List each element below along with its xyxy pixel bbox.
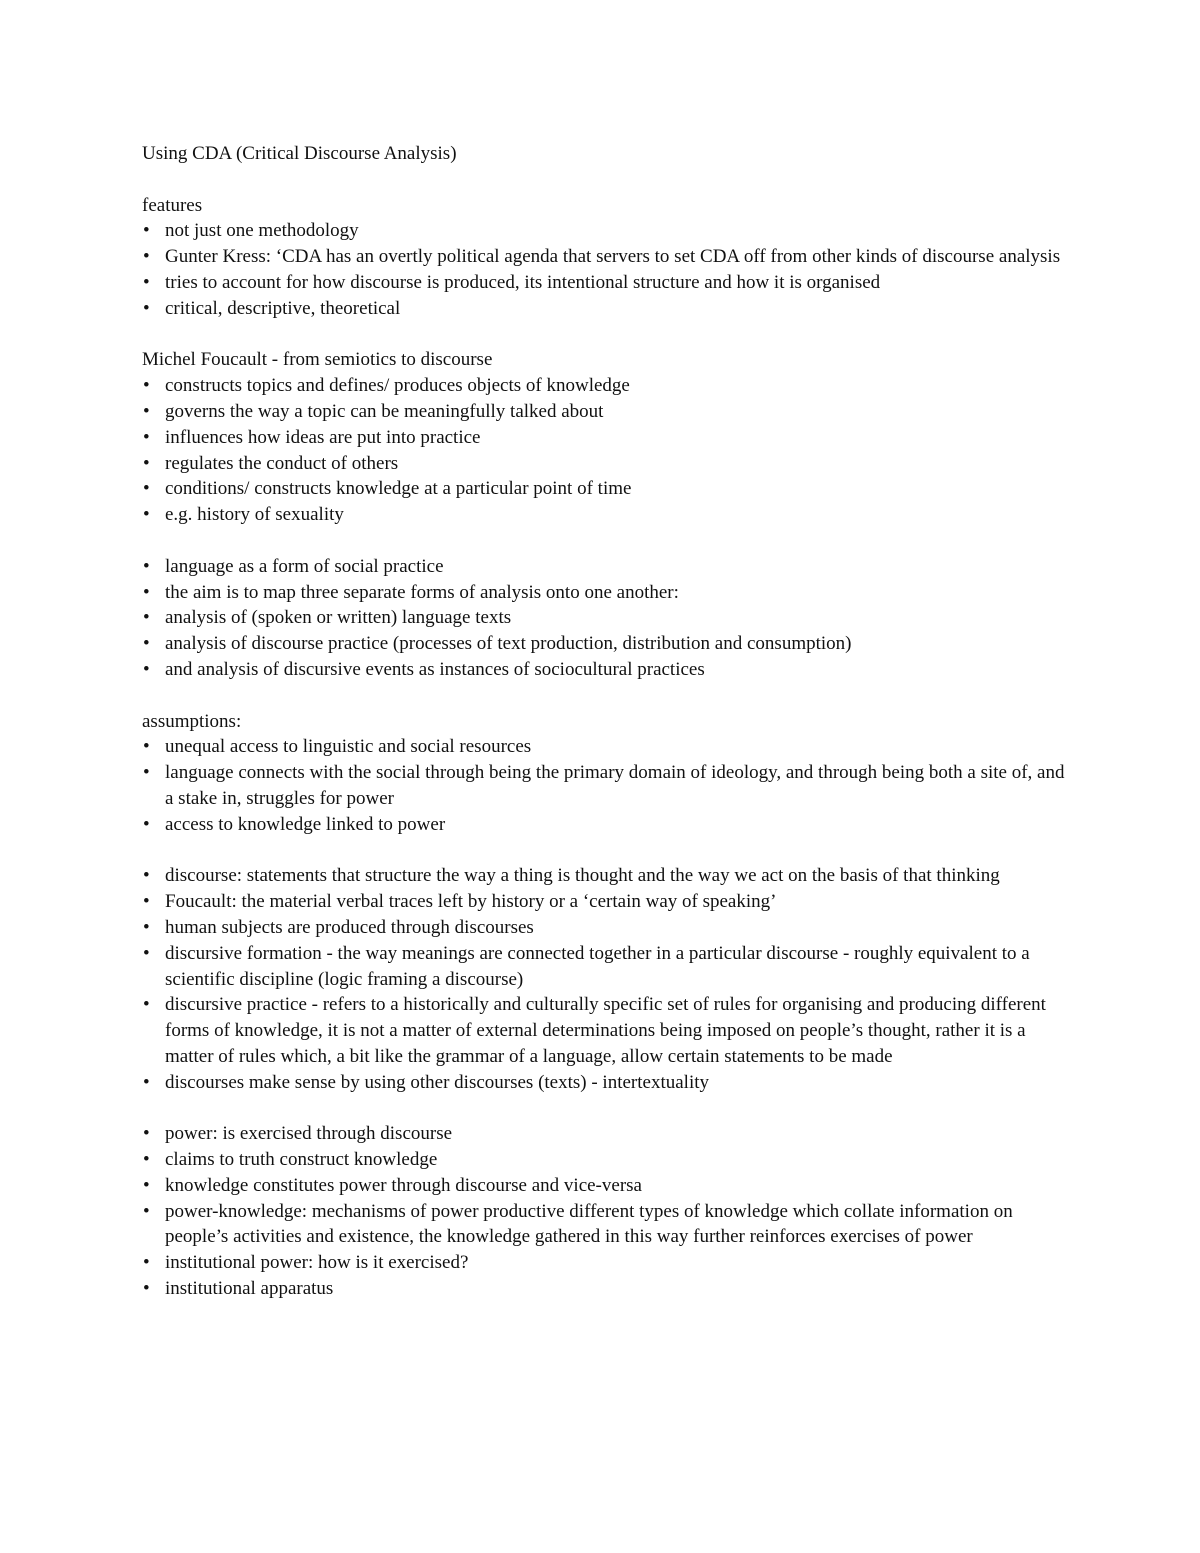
list-item: • power-knowledge: mechanisms of power productive different types of knowledge which collate information on people’s activities and existence, the knowledge gathered in this way further reinforces exercises of power [142, 1199, 1072, 1251]
list-item: • knowledge constitutes power through discourse and vice-versa [142, 1173, 1072, 1199]
section-heading: Michel Foucault - from semiotics to discourse [142, 349, 493, 371]
list-item: • language connects with the social through being the primary domain of ideology, and through being both a site of, and a stake in, struggles for power [142, 760, 1072, 812]
section-assumptions [142, 709, 1072, 838]
bullet-list [142, 373, 1072, 528]
list-item: • conditions/ constructs knowledge at a particular point of time [142, 476, 1072, 502]
list-item: • institutional apparatus [142, 1276, 1072, 1302]
list-item: • critical, descriptive, theoretical [142, 296, 1072, 322]
bullet-list [142, 1121, 1072, 1302]
list-item: • regulates the conduct of others [142, 451, 1072, 477]
section-heading: features [142, 194, 203, 216]
list-item: • discursive practice - refers to a historically and culturally specific set of rules for organising and producing different forms of knowledge, it is not a matter of external determinations being imposed on people’s thought, rather it is a matter of rules which, a bit like the grammar of a language, allow certain statements to be made [142, 992, 1072, 1069]
list-item: • human subjects are produced through discourses [142, 915, 1072, 941]
section-power [142, 1121, 1072, 1302]
list-item: • discursive formation - the way meanings are connected together in a particular discourse - roughly equivalent to a scientific discipline (logic framing a discourse) [142, 941, 1072, 993]
list-item: • not just one methodology [142, 218, 1072, 244]
bullet-list [142, 554, 1072, 683]
bullet-list [142, 218, 1072, 321]
list-item: • access to knowledge linked to power [142, 812, 1072, 838]
section-discourse [142, 863, 1072, 1095]
list-item: • e.g. history of sexuality [142, 502, 1072, 528]
list-item: • Foucault: the material verbal traces left by history or a ‘certain way of speaking’ [142, 889, 1072, 915]
list-item: • influences how ideas are put into practice [142, 425, 1072, 451]
list-item: • Gunter Kress: ‘CDA has an overtly political agenda that servers to set CDA off from other kinds of discourse analysis [142, 244, 1072, 270]
list-item: • institutional power: how is it exercised? [142, 1250, 1072, 1276]
list-item: • and analysis of discursive events as instances of sociocultural practices [142, 657, 1072, 683]
list-item: • analysis of (spoken or written) language texts [142, 605, 1072, 631]
section-foucault [142, 347, 1072, 528]
list-item: • claims to truth construct knowledge [142, 1147, 1072, 1173]
document-page [142, 141, 1072, 1328]
list-item: • discourses make sense by using other discourses (texts) - intertextuality [142, 1070, 1072, 1096]
list-item: • tries to account for how discourse is produced, its intentional structure and how it is organised [142, 270, 1072, 296]
list-item: • power: is exercised through discourse [142, 1121, 1072, 1147]
list-item: • governs the way a topic can be meaningfully talked about [142, 399, 1072, 425]
list-item: • discourse: statements that structure the way a thing is thought and the way we act on the basis of that thinking [142, 863, 1072, 889]
document-title: Using CDA (Critical Discourse Analysis) [142, 143, 457, 164]
list-item: • the aim is to map three separate forms of analysis onto one another: [142, 580, 1072, 606]
bullet-list [142, 863, 1072, 1095]
list-item: • unequal access to linguistic and social resources [142, 734, 1072, 760]
list-item: • analysis of discourse practice (processes of text production, distribution and consumption) [142, 631, 1072, 657]
section-heading: assumptions: [142, 710, 242, 732]
list-item: • language as a form of social practice [142, 554, 1072, 580]
list-item: • constructs topics and defines/ produces objects of knowledge [142, 373, 1072, 399]
section-features [142, 193, 1072, 322]
section-social-practice [142, 554, 1072, 683]
bullet-list [142, 734, 1072, 837]
